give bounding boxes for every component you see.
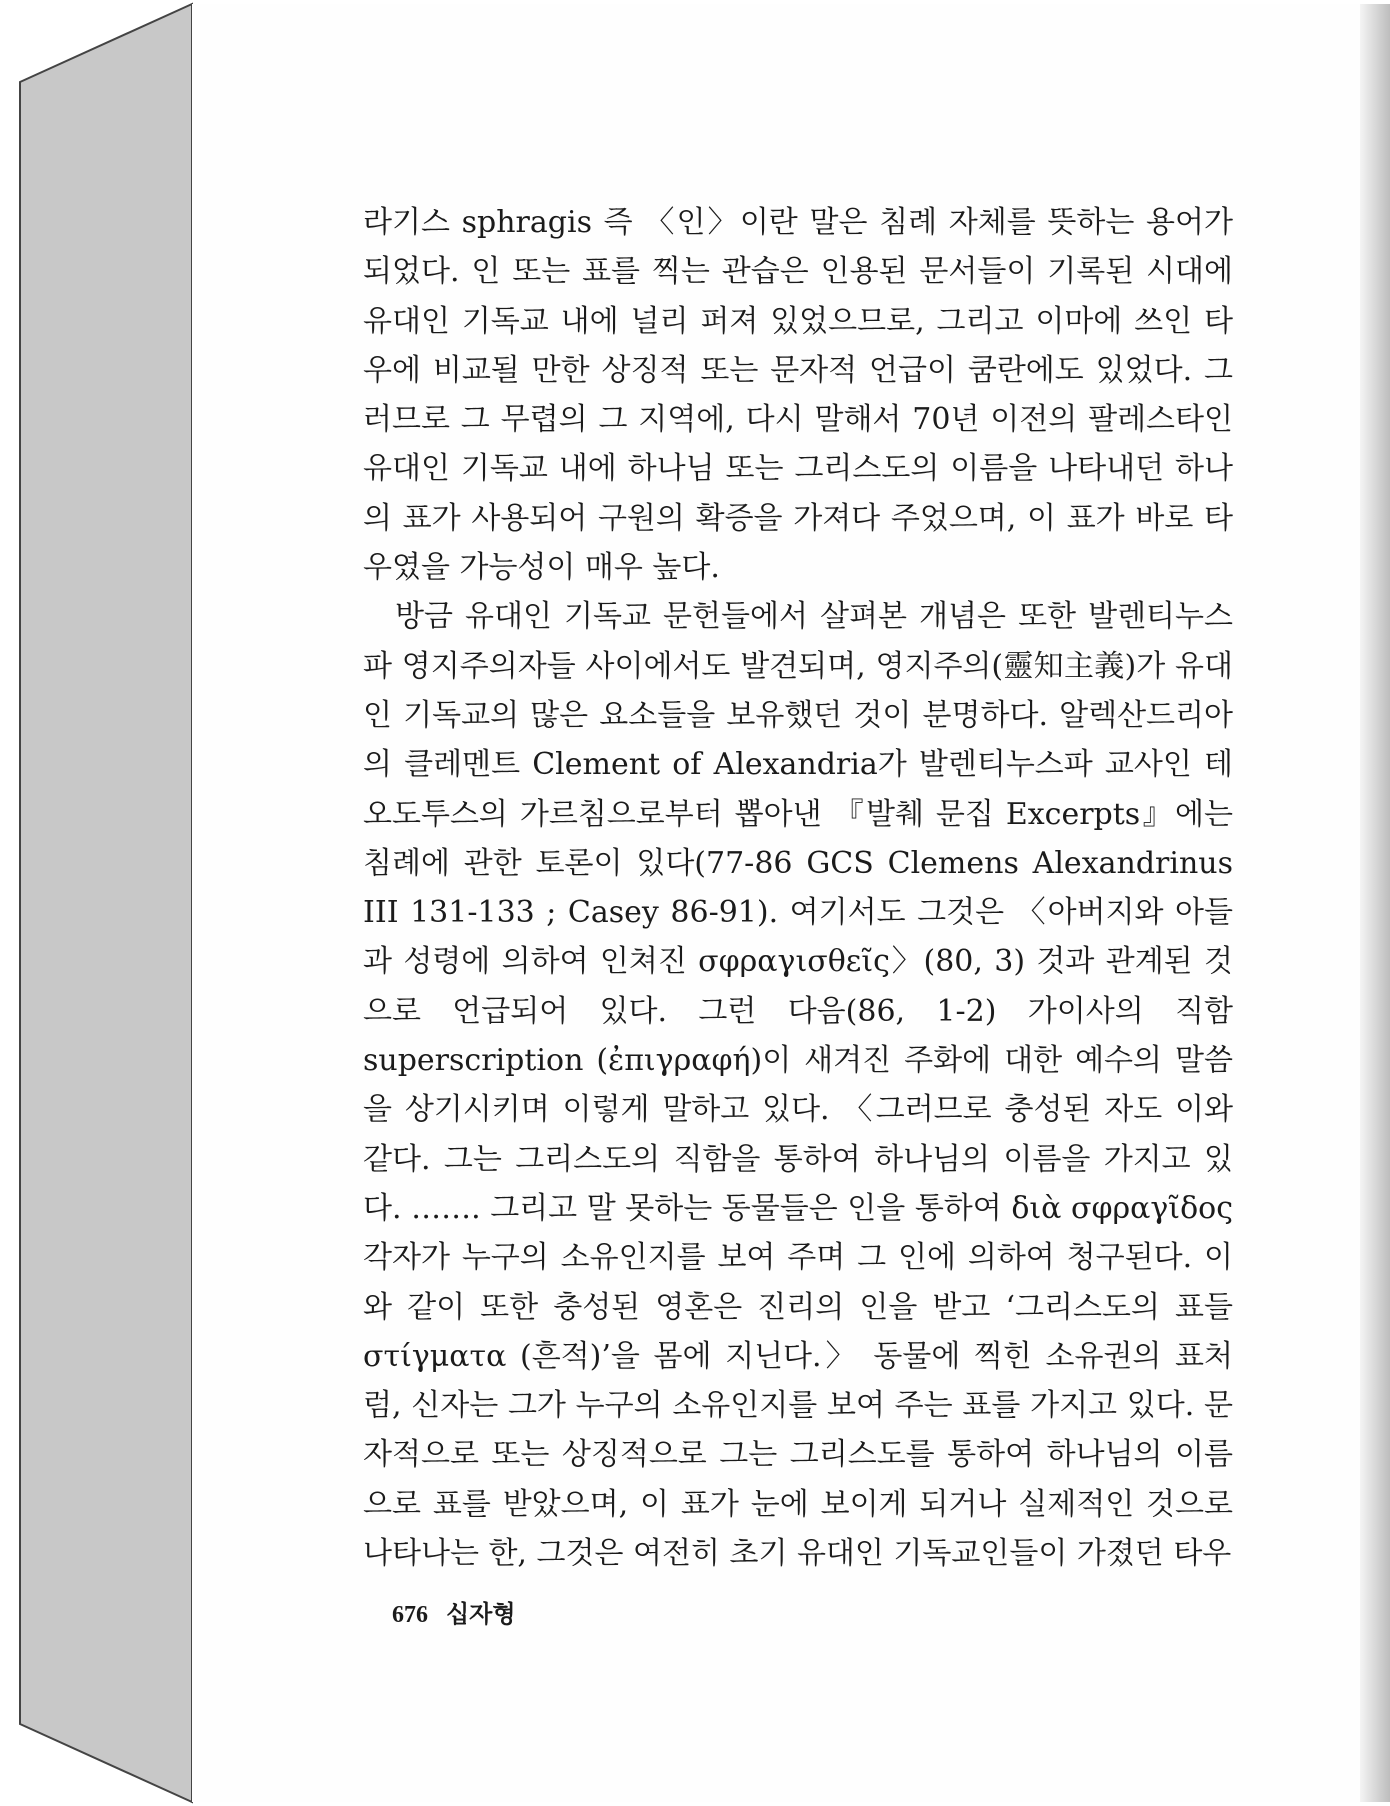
page-edge-shadow xyxy=(1360,4,1390,1802)
paragraph-2: 방금 유대인 기독교 문헌들에서 살펴본 개념은 또한 발렌티누스파 영지주의자들 사이에서도 발견되며, 영지주의(靈知主義)가 유대인 기독교의 많은 요소들을 보유했던 것이 분명하다. 알렉산드리아의 클레멘트 Clement of Alexandria가 발렌티누스파 교사인 테오도투스의 가르침으로부터 뽑아낸 『발췌 문집 Excerpts』에는 침례에 관한 토론이 있다(77-86 GCS Clemens Alexandrinus III 131-133 ; Casey 86-91). 여기서도 그것은 〈아버지와 아들과 성령에 의하여 인쳐진 σφραγισθεῖς〉(80, 3) 것과 관계된 것으로 언급되어 있다. 그런 다음(86, 1-2) 가이사의 직함 superscription (ἐπιγραφή)이 새겨진 주화에 대한 예수의 말씀을 상기시키며 이렇게 말하고 있다. 〈그러므로 충성된 자도 이와 같다. 그는 그리스도의 직함을 통하여 하나님의 이름을 가지고 있다. ……. 그리고 말 못하는 동물들은 인을 통하여 διὰ σφραγῖδος 각자가 누구의 소유인지를 보여 주며 그 인에 의하여 청구된다. 이와 같이 또한 충성된 영혼은 진리의 인을 받고 ‘그리스도의 표들 στίγματα (흔적)’을 몸에 지닌다.〉 동물에 찍힌 소유권의 표처럼, 신자는 그가 누구의 소유인지를 보여 주는 표를 가지고 있다. 문자적으로 또는 상징적으로 그는 그리스도를 통하여 하나님의 이름으로 표를 받았으며, 이 표가 눈에 보이게 되거나 실제적인 것으로 나타나는 한, 그것은 여전히 초기 유대인 기독교인들이 가졌던 타우 xyxy=(363,599,1233,1572)
page-number: 676 xyxy=(392,1602,428,1628)
body-text xyxy=(363,198,1233,1578)
paragraph-1: 라기스 sphragis 즉 〈인〉이란 말은 침례 자체를 뜻하는 용어가 되었다. 인 또는 표를 찍는 관습은 인용된 문서들이 기록된 시대에 유대인 기독교 내에 널리 퍼져 있었으므로, 그리고 이마에 쓰인 타우에 비교될 만한 상징적 또는 문자적 언급이 쿰란에도 있었다. 그러므로 그 무렵의 그 지역에, 다시 말해서 70년 이전의 팔레스타인 유대인 기독교 내에 하나님 또는 그리스도의 이름을 나타내던 하나의 표가 사용되어 구원의 확증을 가져다 주었으며, 이 표가 바로 타우였을 가능성이 매우 높다. xyxy=(363,205,1233,586)
page-footer xyxy=(392,1594,528,1629)
running-title: 십자형 xyxy=(446,1602,516,1628)
